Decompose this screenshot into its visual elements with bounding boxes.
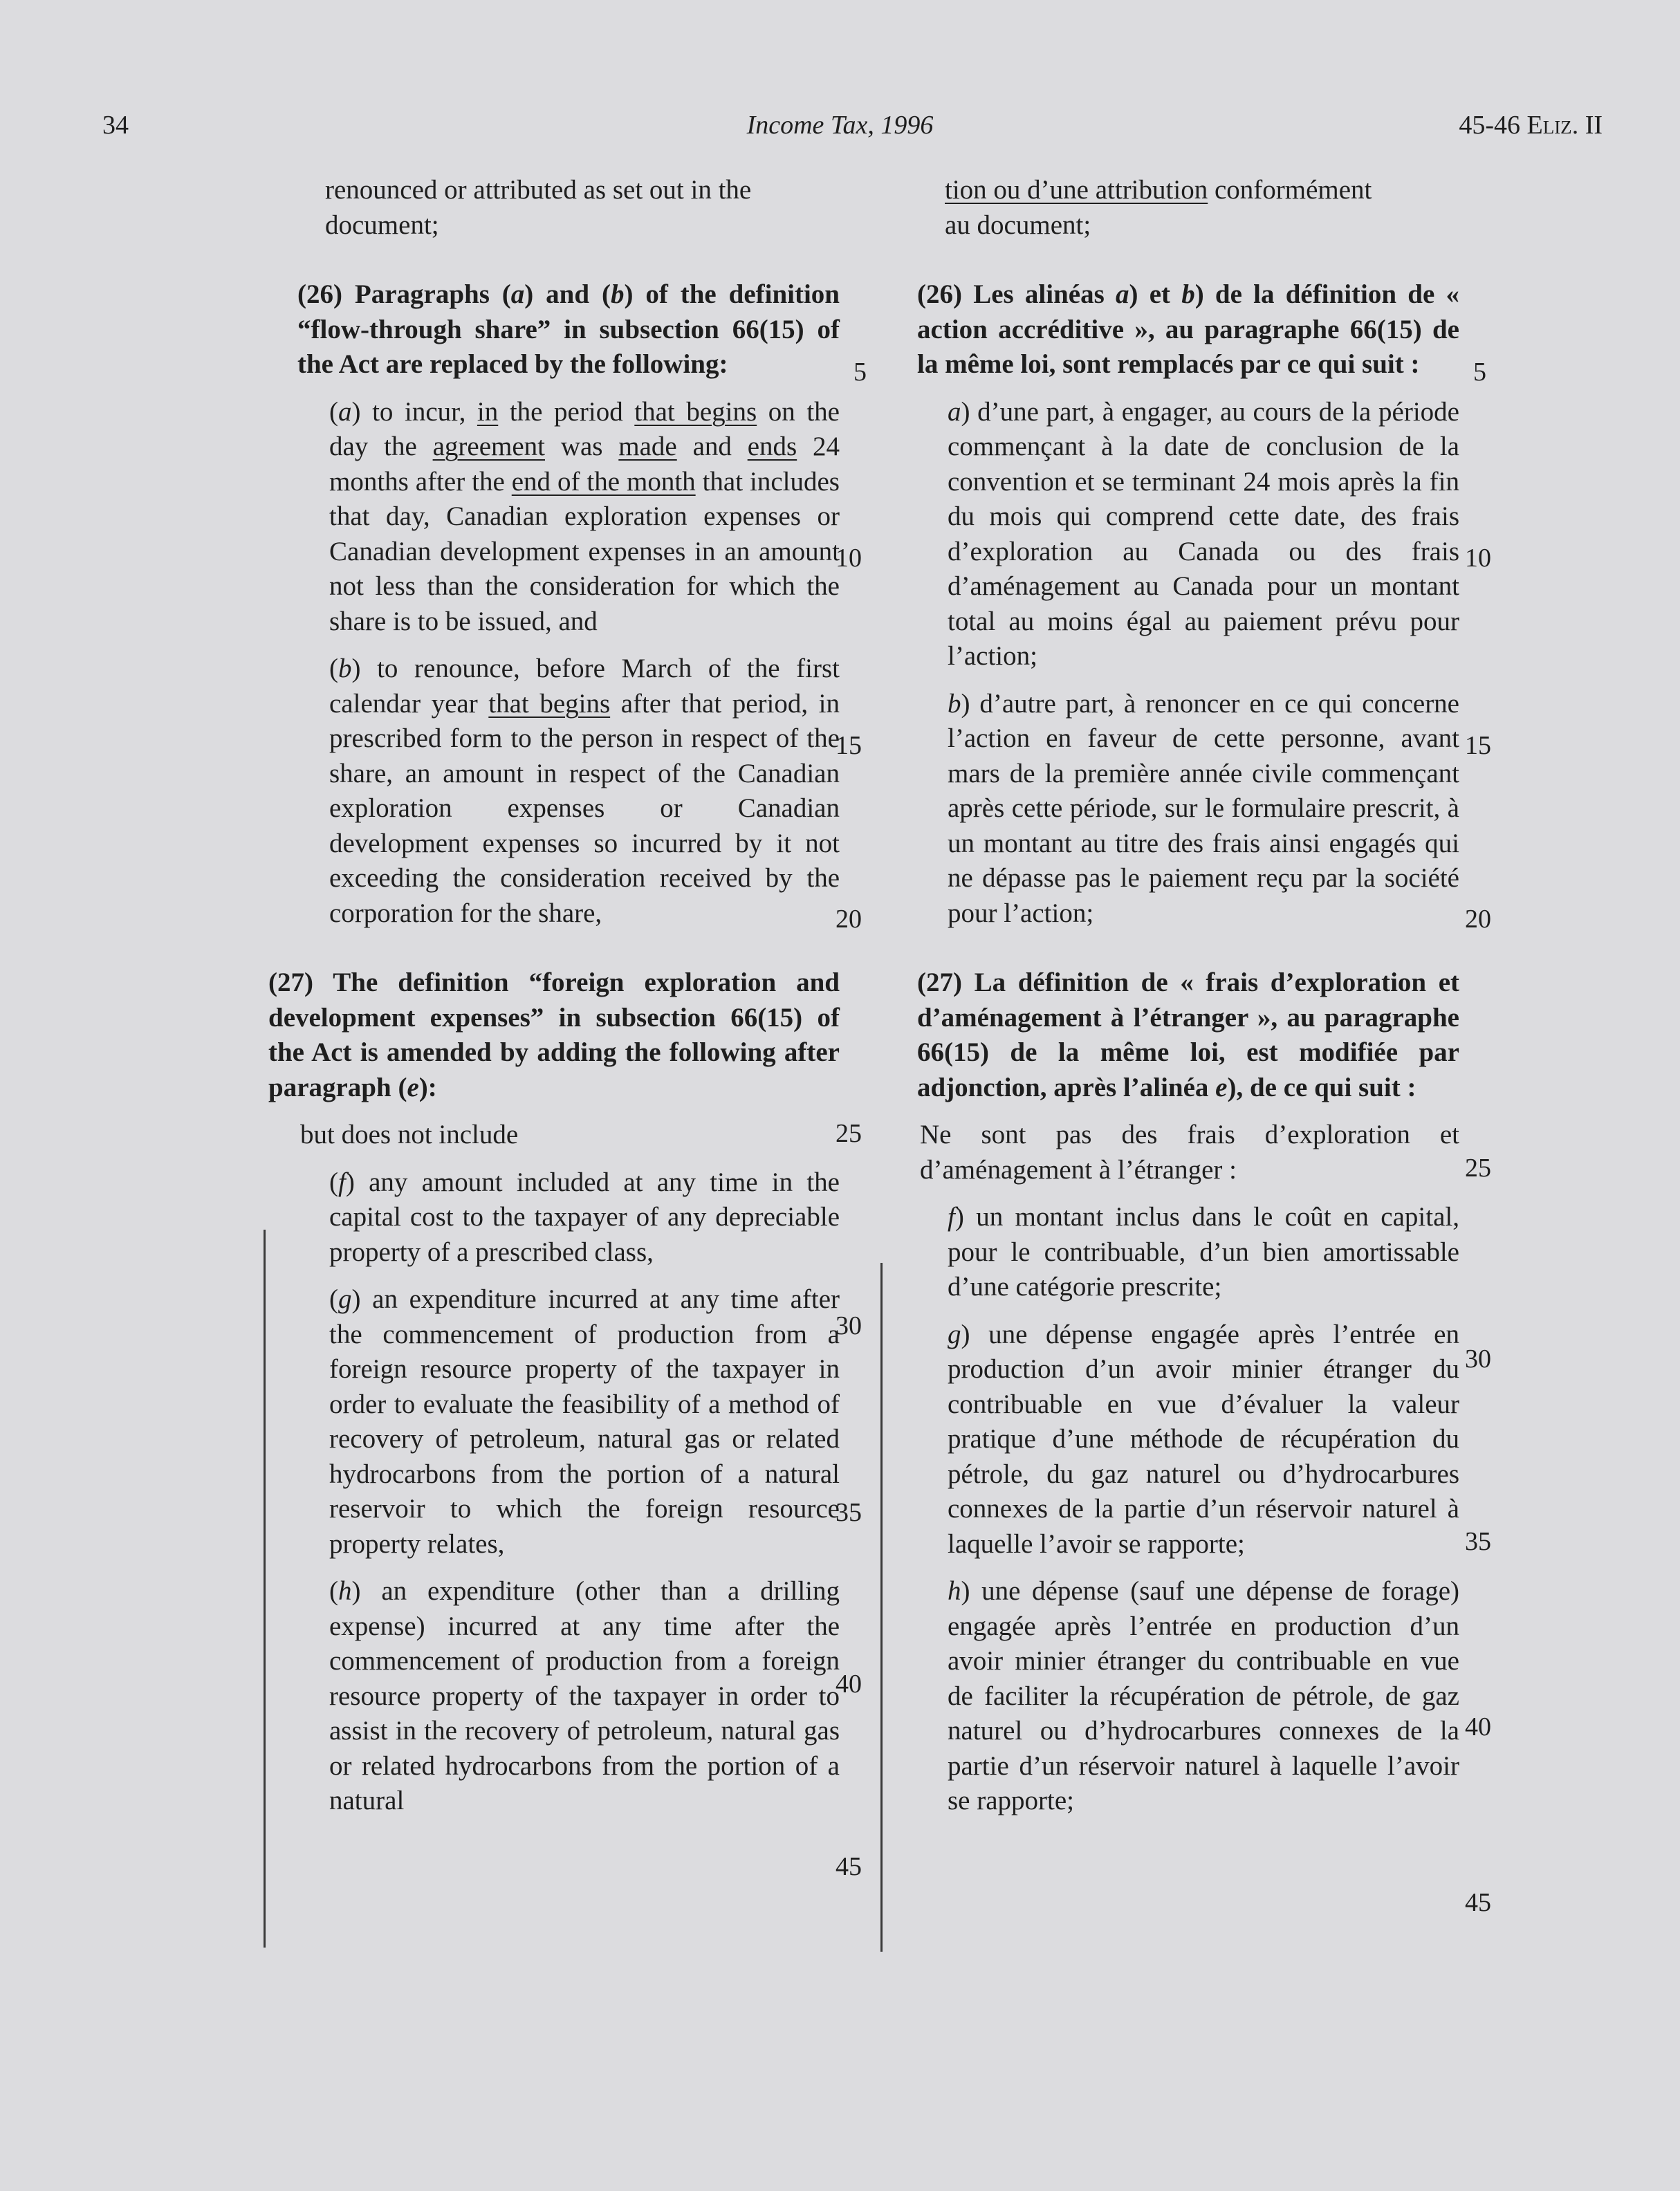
fr-paragraph-b <box>887 687 1459 932</box>
fr-para-b-text: ) d’autre part, à renoncer en ce qui concerne l’action en faveur de cette personne, avant mars de la première année civile commençant après cette période, sur le formulaire prescrit, à un montant au titre des frais ainsi engagés qui ne dépasse pas le paiement reçu par la société pour l’action; <box>948 688 1459 928</box>
fr-s26-para-b: b <box>1181 279 1195 309</box>
en-para-a-u6: end of the month <box>511 466 696 497</box>
en-line-number-10: 10 <box>836 544 862 573</box>
fr-amendment-bar <box>880 1263 883 1952</box>
en-para-a-u1: in <box>477 396 499 427</box>
fr-paragraph-a <box>887 395 1459 674</box>
en-section-27-heading <box>268 965 840 1105</box>
en-para-a-u4: made <box>618 432 677 461</box>
fr-s26-text-1: (26) Les alinéas <box>917 279 1116 309</box>
fr-line-number-20: 20 <box>1465 905 1491 934</box>
fr-continuation-line-1b: conformément <box>1208 175 1372 205</box>
regnal-prefix: 45-46 <box>1459 111 1527 140</box>
en-continuation <box>268 173 840 243</box>
en-para-b-t2: after that period, in prescribed form to the person in respect of the share, an amount in respect of the Canadian exploration expenses or Canadian development expenses so incurred by it not exceeding the consideration received by the corporation for the share, <box>329 688 840 928</box>
fr-continuation-line-2: au document; <box>945 210 1091 240</box>
en-para-b-t1: to renounce, before March of the first calendar year <box>329 654 840 719</box>
en-paragraph-h: (h) an expenditure (other than a drilling expense) incurred at any time after the commencement of production from a foreign resource property of the taxpayer in order to assist in the recovery of petroleum, natural gas or related hydrocarbons from the portion of a natural <box>329 1576 840 1815</box>
fr-section-27-heading <box>887 965 1459 1105</box>
fr-para-h-text: ) une dépense (sauf une dépense de forage) engagée après l’entrée en production d’un avoir minier étranger du contribuable en vue de faciliter la récupération de pétrole, de gaz naturel ou d’hydrocarbures connexes de la partie d’un réservoir naturel à laquelle l’avoir se rapporte; <box>948 1576 1459 1815</box>
en-line-number-5: 5 <box>853 358 867 387</box>
fr-para-g-label: g <box>948 1319 961 1349</box>
en-para-a-label: a <box>338 396 352 427</box>
fr-para-a-text: ) d’une part, à engager, au cours de la période commençant à la date de conclusion de la convention et se terminant 24 mois après la fin du mois qui comprend cette date, des frais d’exploration au Canada ou des frais d’aménagement au Canada pour un montant total au moins égal au paiement prévu pour l’action; <box>948 396 1459 671</box>
regnal-suffix: . II <box>1571 111 1603 140</box>
en-para-a-u3: agreement <box>432 432 545 461</box>
en-line-number-40: 40 <box>836 1670 862 1699</box>
fr-line-number-30: 30 <box>1465 1344 1491 1374</box>
en-s26-para-b: b <box>610 279 625 309</box>
fr-s27-text-2: ), de ce qui suit : <box>1227 1072 1416 1102</box>
en-amendment-bar <box>264 1230 266 1948</box>
en-para-h-text: an expenditure (other than a drilling expense) incurred at any time after the commencement of production from a foreign resource property of the taxpayer in order to assist in the recovery of petroleum, natural gas or related hydrocarbons from the portion of a natural <box>329 1576 840 1815</box>
fr-para-g-text: ) une dépense engagée après l’entrée en production d’un avoir minier étranger du contribuable en vue d’évaluer la valeur pratique d’une méthode de récupération du pétrole, du gaz naturel ou d’hydrocarbures connexes de la partie d’un réservoir naturel à laquelle l’avoir se rapporte; <box>948 1319 1459 1559</box>
en-s27-text-2: ): <box>418 1072 437 1102</box>
fr-paragraph-g <box>887 1318 1459 1562</box>
en-para-g-text: an expenditure incurred at any time after the commencement of production from a foreign resource property of the taxpayer in order to evaluate the feasibility of a method of recovery of petroleum, natural gas or related hydrocarbons from the portion of a natural reservoir to which the foreign resource property relates, <box>329 1284 840 1559</box>
en-s27-text-1: (27) The definition “foreign exploration and development expenses” in subsection 66(15) of the Act is amended by adding the following after paragraph ( <box>268 968 840 1102</box>
fr-para-b-label: b <box>948 688 961 719</box>
en-para-b-u1: that begins <box>488 688 611 719</box>
en-section-26-heading <box>268 277 840 382</box>
en-paragraph-g: (g) an expenditure incurred at any time after the commencement of production from a foreign resource property of the taxpayer in order to evaluate the feasibility of a method of recovery of petroleum, natural gas or related hydrocarbons from the portion of a natural reservoir to which the foreign resource property relates, <box>329 1284 840 1559</box>
en-para-b-label: b <box>338 654 352 683</box>
fr-s27-text-1: (27) La définition de « frais d’exploration et d’aménagement à l’étranger », au paragraphe 66(15) de la même loi, est modifiée par adjonction, après l’alinéa <box>917 968 1459 1102</box>
en-para-a-t1: to incur, <box>360 396 477 427</box>
en-line-number-15: 15 <box>836 731 862 760</box>
french-column <box>887 173 1459 1819</box>
regnal-year <box>1459 109 1603 141</box>
en-para-a-u2: that begins <box>634 396 757 427</box>
en-line-number-45: 45 <box>836 1852 862 1881</box>
fr-continuation <box>887 173 1459 243</box>
fr-para-h-label: h <box>948 1576 961 1606</box>
en-s26-para-a: a <box>510 279 525 309</box>
fr-intro: Ne sont pas des frais d’exploration et d’aménagement à l’étranger : <box>920 1120 1459 1185</box>
regnal-eliz: Eliz <box>1526 111 1572 140</box>
fr-line-number-25: 25 <box>1465 1154 1491 1183</box>
fr-paragraph-f <box>887 1200 1459 1305</box>
fr-line-number-5: 5 <box>1473 358 1486 387</box>
fr-para-f-label: f <box>948 1202 955 1232</box>
page-title: Income Tax, 1996 <box>746 111 934 140</box>
en-para-a-t4: was <box>545 432 619 461</box>
fr-line-number-45: 45 <box>1465 1888 1491 1917</box>
en-paragraph-b: (b) to renounce, before March of the first calendar year that begins after that period, in prescribed form to the person in respect of the share, an amount in respect of the Canadian exploration expenses or Canadian development expenses so incurred by it not exceeding the consideration received by the corporation for the share, <box>329 654 840 928</box>
fr-line-number-10: 10 <box>1465 544 1491 573</box>
fr-s26-text-3: ) de la définition de « action accréditive », au paragraphe 66(15) de la même loi, sont remplacés par ce qui suit : <box>917 279 1459 379</box>
fr-para-f-text: ) un montant inclus dans le coût en capital, pour le contribuable, d’un bien amortissable d’une catégorie prescrite; <box>948 1202 1459 1302</box>
en-continuation-line-1: renounced or attributed as set out in the <box>325 175 752 205</box>
en-para-a-u5: ends <box>747 432 797 461</box>
en-line-number-20: 20 <box>836 905 862 934</box>
english-column <box>268 173 840 1819</box>
fr-para-a-label: a <box>948 396 961 427</box>
fr-s26-text-2: ) et <box>1129 279 1182 309</box>
en-para-f-label: f <box>338 1167 346 1197</box>
en-para-f-text: any amount included at any time in the capital cost to the taxpayer of any depreciable property of a prescribed class, <box>329 1167 840 1267</box>
en-paragraph-f: (f) any amount included at any time in the capital cost to the taxpayer of any depreciable property of a prescribed class, <box>329 1167 840 1267</box>
en-para-a-t5: and <box>676 432 748 461</box>
en-para-a-t6: 24 months after the <box>329 432 840 497</box>
fr-line-number-15: 15 <box>1465 731 1491 760</box>
en-s27-para-e: e <box>407 1072 419 1102</box>
fr-s27-para-e: e <box>1215 1072 1228 1102</box>
fr-line-number-40: 40 <box>1465 1712 1491 1741</box>
fr-line-number-35: 35 <box>1465 1527 1491 1556</box>
en-line-number-25: 25 <box>836 1119 862 1148</box>
en-continuation-line-2: document; <box>325 210 439 240</box>
fr-s26-para-a: a <box>1115 279 1129 309</box>
en-para-h-label: h <box>338 1576 352 1606</box>
fr-continuation-line-1: tion ou d’une attribution <box>945 175 1208 205</box>
en-intro: but does not include <box>300 1120 519 1149</box>
en-para-a-t3: on the day the <box>329 396 840 461</box>
en-s26-text-3: ) of the definition “flow-through share” in subsection 66(15) of the Act are replaced by the following: <box>297 279 840 379</box>
en-s26-text-2: ) and ( <box>524 279 611 309</box>
fr-section-26-heading <box>887 277 1459 382</box>
en-paragraph-a: (a) to incur, in the period that begins on the day the agreement was made and ends 24 months after the end of the month that includes that day, Canadian exploration expenses or Canadian development expenses in an amount not less than the consideration for which the share is to be issued, and <box>329 396 840 636</box>
en-line-number-30: 30 <box>836 1311 862 1340</box>
en-para-g-label: g <box>338 1284 352 1314</box>
fr-paragraph-h <box>887 1574 1459 1819</box>
page-number: 34 <box>102 111 129 140</box>
en-s26-text-1: (26) Paragraphs ( <box>297 279 511 309</box>
en-line-number-35: 35 <box>836 1498 862 1527</box>
en-para-a-t2: the period <box>498 396 635 427</box>
en-para-a-t7: that includes that day, Canadian exploration expenses or Canadian development expenses in an amount not less than the consideration for which the share is to be issued, and <box>329 466 840 636</box>
